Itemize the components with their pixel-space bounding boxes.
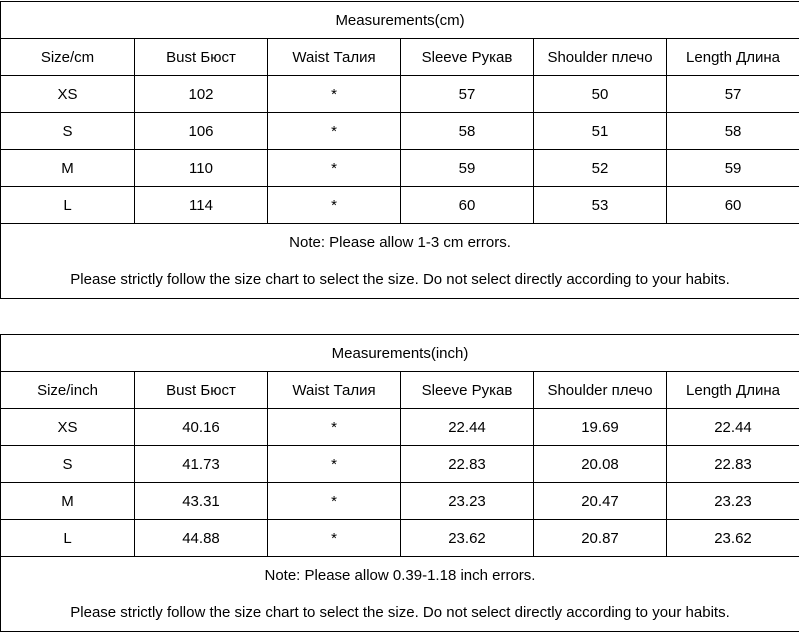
size-instruction: Please strictly follow the size chart to select the size. Do not select directly according to your habits. bbox=[1, 594, 799, 631]
table-cell-waist: * bbox=[268, 409, 401, 446]
table-cell-size: L bbox=[1, 187, 135, 224]
table-cell-length: 22.83 bbox=[667, 446, 799, 483]
header-cell-bust: Bust Бюст bbox=[135, 372, 268, 409]
size-chart-cm-body bbox=[1, 2, 799, 299]
table-title-row bbox=[1, 335, 799, 372]
table-cell-sleeve: 58 bbox=[401, 113, 534, 150]
table-cell-shoulder: 52 bbox=[534, 150, 667, 187]
table-cell-waist: * bbox=[268, 483, 401, 520]
table-cell-shoulder: 50 bbox=[534, 76, 667, 113]
header-cell-size: Size/cm bbox=[1, 39, 135, 76]
table-cell-shoulder: 20.47 bbox=[534, 483, 667, 520]
size-chart-cm bbox=[0, 1, 799, 299]
table-note-row bbox=[1, 557, 799, 632]
table-cell-length: 60 bbox=[667, 187, 799, 224]
table-cell-length: 58 bbox=[667, 113, 799, 150]
table-cell-sleeve: 60 bbox=[401, 187, 534, 224]
table-cell-waist: * bbox=[268, 113, 401, 150]
header-cell-waist: Waist Талия bbox=[268, 39, 401, 76]
table-cell-shoulder: 19.69 bbox=[534, 409, 667, 446]
size-chart-inch bbox=[0, 334, 799, 632]
table-cell-bust: 41.73 bbox=[135, 446, 268, 483]
table-title: Measurements(inch) bbox=[1, 335, 799, 372]
table-cell-sleeve: 22.83 bbox=[401, 446, 534, 483]
header-cell-length: Length Длина bbox=[667, 39, 799, 76]
table-cell-shoulder: 20.08 bbox=[534, 446, 667, 483]
table-cell-size: XS bbox=[1, 409, 135, 446]
table-cell-sleeve: 57 bbox=[401, 76, 534, 113]
table-cell-waist: * bbox=[268, 150, 401, 187]
table-cell-sleeve: 23.62 bbox=[401, 520, 534, 557]
table-cell-sleeve: 22.44 bbox=[401, 409, 534, 446]
table-cell-bust: 40.16 bbox=[135, 409, 268, 446]
table-row bbox=[1, 520, 799, 557]
table-row bbox=[1, 446, 799, 483]
table-cell-bust: 44.88 bbox=[135, 520, 268, 557]
table-header-row bbox=[1, 39, 799, 76]
table-cell-sleeve: 59 bbox=[401, 150, 534, 187]
table-cell-length: 23.62 bbox=[667, 520, 799, 557]
table-cell-shoulder: 20.87 bbox=[534, 520, 667, 557]
table-row bbox=[1, 187, 799, 224]
table-cell-shoulder: 51 bbox=[534, 113, 667, 150]
table-header-row bbox=[1, 372, 799, 409]
table-note-cell bbox=[1, 557, 799, 632]
table-cell-length: 22.44 bbox=[667, 409, 799, 446]
table-cell-waist: * bbox=[268, 520, 401, 557]
table-title-row bbox=[1, 2, 799, 39]
header-cell-sleeve: Sleeve Рукав bbox=[401, 39, 534, 76]
table-row bbox=[1, 76, 799, 113]
table-cell-waist: * bbox=[268, 187, 401, 224]
header-cell-shoulder: Shoulder плечо bbox=[534, 372, 667, 409]
header-cell-bust: Bust Бюст bbox=[135, 39, 268, 76]
table-cell-size: S bbox=[1, 446, 135, 483]
table-cell-bust: 114 bbox=[135, 187, 268, 224]
table-cell-size: M bbox=[1, 483, 135, 520]
table-cell-size: M bbox=[1, 150, 135, 187]
table-row bbox=[1, 150, 799, 187]
table-cell-waist: * bbox=[268, 76, 401, 113]
table-cell-size: XS bbox=[1, 76, 135, 113]
header-cell-size: Size/inch bbox=[1, 372, 135, 409]
table-note-row bbox=[1, 224, 799, 299]
size-chart-inch-body bbox=[1, 335, 799, 632]
table-cell-sleeve: 23.23 bbox=[401, 483, 534, 520]
table-row bbox=[1, 113, 799, 150]
table-cell-length: 59 bbox=[667, 150, 799, 187]
header-cell-waist: Waist Талия bbox=[268, 372, 401, 409]
table-cell-bust: 110 bbox=[135, 150, 268, 187]
header-cell-shoulder: Shoulder плечо bbox=[534, 39, 667, 76]
table-cell-size: S bbox=[1, 113, 135, 150]
error-note: Note: Please allow 0.39-1.18 inch errors. bbox=[1, 557, 799, 594]
table-row bbox=[1, 409, 799, 446]
table-cell-length: 57 bbox=[667, 76, 799, 113]
header-cell-sleeve: Sleeve Рукав bbox=[401, 372, 534, 409]
error-note: Note: Please allow 1-3 cm errors. bbox=[1, 224, 799, 261]
table-title: Measurements(cm) bbox=[1, 2, 799, 39]
table-cell-shoulder: 53 bbox=[534, 187, 667, 224]
table-cell-length: 23.23 bbox=[667, 483, 799, 520]
table-note-cell bbox=[1, 224, 799, 299]
table-cell-bust: 102 bbox=[135, 76, 268, 113]
table-row bbox=[1, 483, 799, 520]
header-cell-length: Length Длина bbox=[667, 372, 799, 409]
size-instruction: Please strictly follow the size chart to select the size. Do not select directly according to your habits. bbox=[1, 261, 799, 298]
table-cell-bust: 106 bbox=[135, 113, 268, 150]
table-cell-waist: * bbox=[268, 446, 401, 483]
table-cell-size: L bbox=[1, 520, 135, 557]
table-cell-bust: 43.31 bbox=[135, 483, 268, 520]
